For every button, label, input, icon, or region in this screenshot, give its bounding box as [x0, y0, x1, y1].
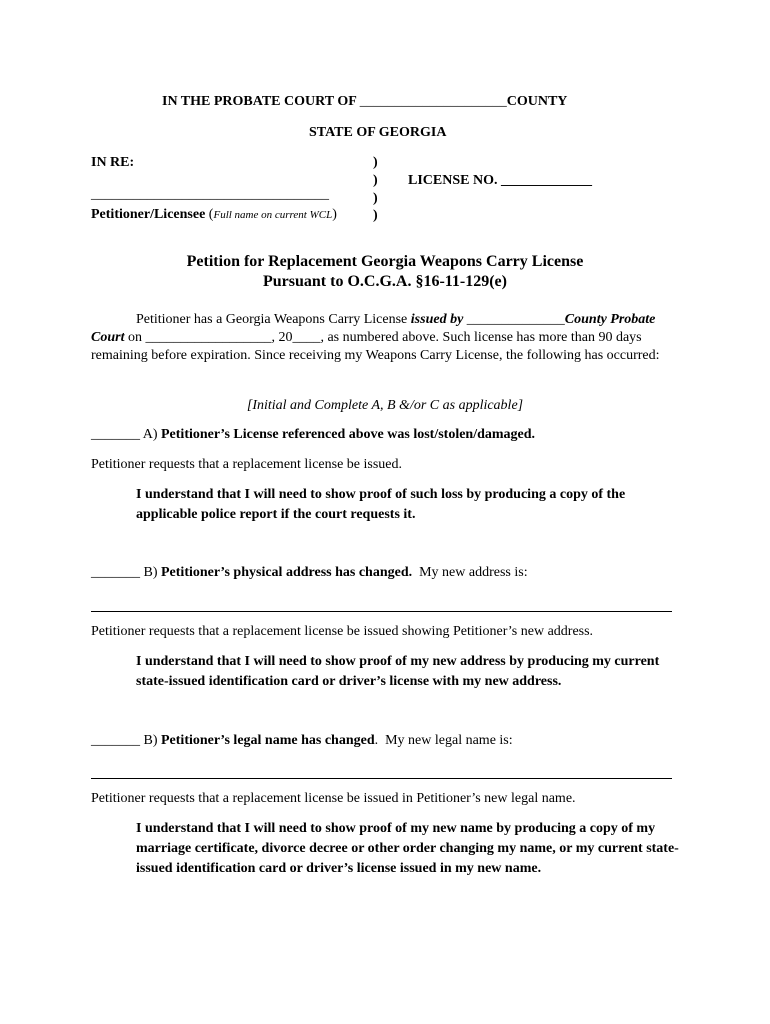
- section-c-request: Petitioner requests that a replacement license be issued in Petitioner’s new legal name.: [91, 791, 576, 806]
- caption-paren-4: ): [373, 208, 378, 223]
- county-name-field[interactable]: _____________________: [359, 94, 507, 109]
- section-b-title: Petitioner’s physical address has changed.: [161, 565, 413, 580]
- document-title-line1: Petition for Replacement Georgia Weapons Carry License: [186, 253, 584, 270]
- issuing-county-field[interactable]: ______________: [463, 312, 565, 327]
- petitioner-label-row: [91, 207, 337, 223]
- section-c-statement: I understand that I will need to show proof of my new name by producing a copy of my marriage certificate, divorce decree or other order changing my name, or my current state-issued identification card or driver’s license issued in my new name.: [136, 821, 679, 876]
- intro-county-probate: County Probate Court: [91, 312, 656, 345]
- intro-issued-by: issued by: [410, 312, 464, 327]
- license-no-label: LICENSE NO.: [408, 173, 498, 188]
- section-a-title: Petitioner’s License referenced above was lost/stolen/damaged.: [161, 427, 536, 442]
- petitioner-note: Full name on current WCL: [213, 209, 333, 221]
- in-re-label: IN RE:: [91, 155, 135, 170]
- caption-paren-1: ): [373, 155, 378, 170]
- section-b-initial-field[interactable]: _______: [91, 565, 140, 580]
- state-heading: STATE OF GEORGIA: [309, 125, 447, 140]
- section-b-statement: I understand that I will need to show proof of my new address by producing my current state-issued identification card or driver’s license with my new address.: [136, 654, 660, 689]
- instruction-text: [Initial and Complete A, B &/or C as applicable]: [246, 398, 524, 413]
- petitioner-name-field[interactable]: __________________________________: [91, 187, 329, 202]
- section-b-request: Petitioner requests that a replacement license be issued showing Petitioner’s new address.: [91, 624, 594, 639]
- caption-paren-2: ): [373, 173, 378, 188]
- section-a-heading: [91, 427, 535, 443]
- petitioner-label: Petitioner/Licensee: [91, 207, 206, 222]
- section-b-after: My new address is:: [412, 565, 528, 580]
- section-c-letter: B): [140, 733, 161, 748]
- section-b-heading: [91, 565, 528, 581]
- section-b-letter: B): [140, 565, 161, 580]
- section-c-heading: [91, 733, 513, 749]
- section-a-letter: A): [140, 427, 161, 442]
- document-title-line2: Pursuant to O.C.G.A. §16-11-129(e): [263, 273, 507, 290]
- license-no-field[interactable]: _____________: [500, 173, 592, 188]
- court-line-prefix: IN THE PROBATE COURT OF: [162, 94, 357, 109]
- section-c-initial-field[interactable]: _______: [91, 733, 140, 748]
- intro-paragraph: [91, 311, 671, 365]
- new-legal-name-field[interactable]: [91, 778, 672, 779]
- section-c-after: . My new legal name is:: [374, 733, 513, 748]
- petitioner-note-open: (: [208, 207, 214, 222]
- section-a-initial-field[interactable]: _______: [91, 427, 140, 442]
- license-number-line: [408, 173, 592, 189]
- petitioner-note-close: ): [332, 207, 337, 222]
- new-address-field[interactable]: [91, 611, 672, 612]
- court-line-suffix: COUNTY: [506, 94, 568, 109]
- section-c-title: Petitioner’s legal name has changed: [161, 733, 375, 748]
- intro-text-1: Petitioner has a Georgia Weapons Carry License: [136, 312, 411, 327]
- court-heading: [162, 94, 567, 110]
- section-a-statement: I understand that I will need to show proof of such loss by producing a copy of the applicable police report if the court requests it.: [136, 487, 626, 522]
- section-a-request: Petitioner requests that a replacement license be issued.: [91, 457, 403, 472]
- caption-paren-3: ): [373, 191, 378, 206]
- intro-text-2: on __________________, 20____, as numbered above. Such license has more than 90 days remaining before expiration. Since receiving my Weapons Carry License, the following has occurred:: [91, 330, 660, 363]
